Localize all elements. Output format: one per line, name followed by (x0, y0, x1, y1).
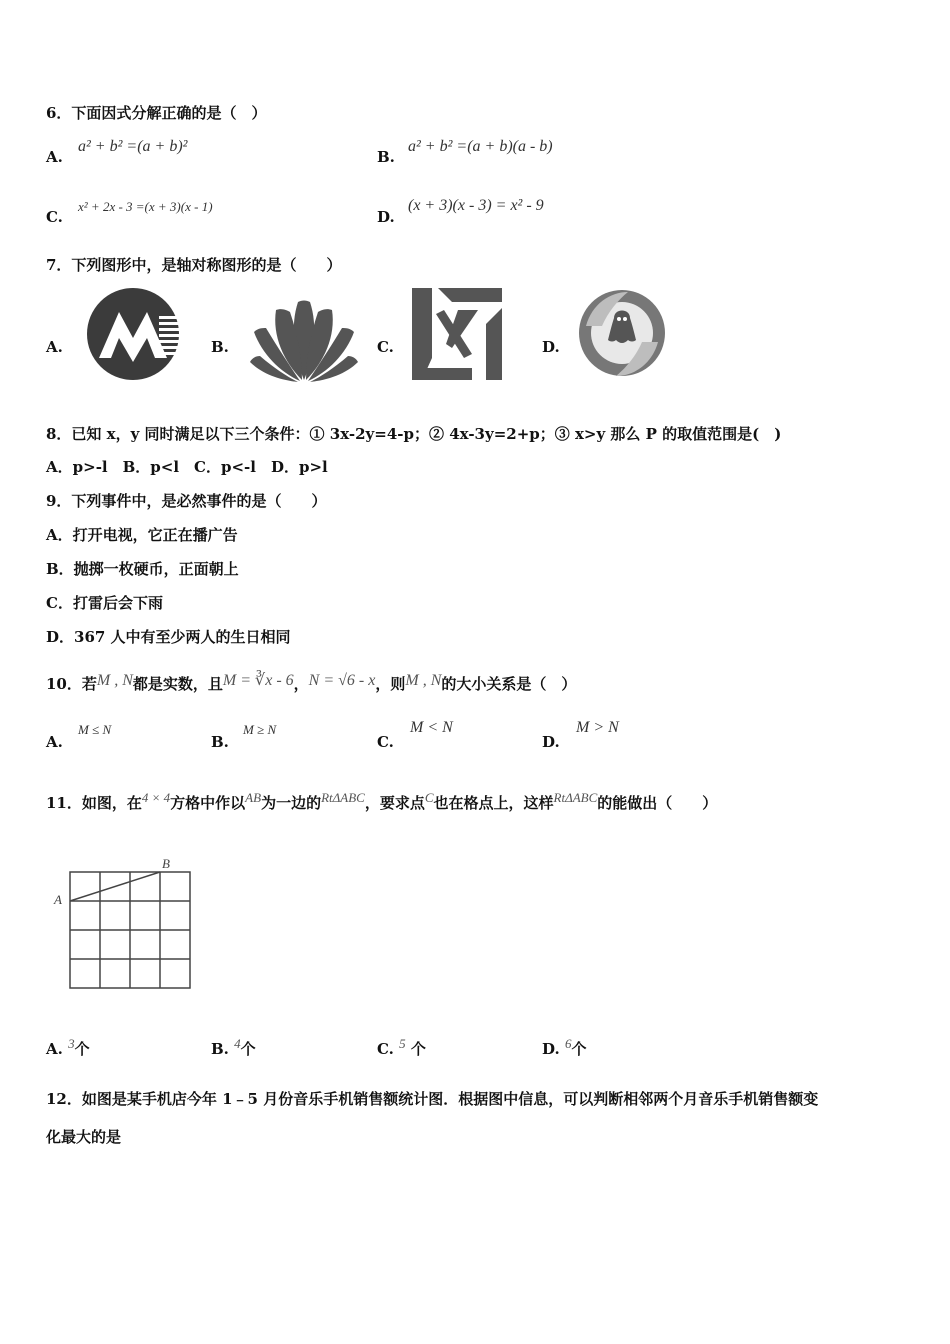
q8-options: A．p>-l B．p<l C．p<-l D．p>l (46, 458, 328, 476)
q7-option-c-label: C. (377, 338, 394, 356)
china-merchants-bank-logo-icon (85, 286, 185, 382)
q6-stem: 6．下面因式分解正确的是（ ） (46, 104, 267, 122)
q10-expr-n: N = √6 - x (308, 672, 376, 689)
q10-comma: ， (293, 675, 309, 693)
q11-option-a (46, 1038, 90, 1059)
q11-math-1: 4 × 4 (141, 790, 171, 805)
q6-option-c-expr: x² + 2x - 3 =(x + 3)(x - 1) (78, 199, 213, 214)
q6-option-d-label: D. (377, 208, 395, 226)
q7-stem: 7．下列图形中，是轴对称图形的是（ ） (46, 256, 342, 274)
q11-option-d-num: 6 (564, 1036, 572, 1051)
q11-part-3: 为一边的 (261, 794, 322, 812)
q9-stem: 9．下列事件中，是必然事件的是（ ） (46, 492, 327, 510)
q7-option-b-label: B. (211, 338, 229, 356)
q11-math-5: RtΔABC (553, 790, 598, 805)
q11-math-2: AB (245, 790, 262, 805)
q10-stem (46, 673, 576, 694)
q11-part-5: 也在格点上，这样 (433, 794, 554, 812)
q7-option-a-label: A. (46, 338, 63, 356)
q11-grid-figure (52, 852, 198, 994)
q9-option-a: A．打开电视，它正在播广告 (46, 526, 238, 544)
q10-option-b-label: B. (211, 733, 229, 751)
q12-stem-line-1: 12．如图是某手机店今年 1﹣5 月份音乐手机销售额统计图．根据图中信息，可以判断相邻两个月音乐手机销售额变 (46, 1090, 819, 1108)
q11-option-c-label: C. (377, 1040, 394, 1058)
geometric-square-logo-icon (412, 288, 502, 380)
q10-prefix: 10．若 (46, 675, 97, 693)
q9-option-d: D．367 人中有至少两人的生日相同 (46, 628, 291, 646)
q11-part-1: 11．如图，在 (46, 794, 142, 812)
q11-part-4: ，要求点 (364, 794, 425, 812)
q12-stem-line-2: 化最大的是 (46, 1128, 122, 1146)
q6-option-b-label: B. (377, 148, 395, 166)
q10-option-a-expr: M ≤ N (78, 722, 112, 737)
q6-option-c-label: C. (46, 208, 63, 226)
q10-mn-2: M , N (405, 672, 442, 689)
q6-option-d-expr: (x + 3)(x - 3) = x² - 9 (408, 197, 544, 214)
q11-option-d-unit: 个 (571, 1040, 587, 1058)
q10-option-c-expr: M < N (410, 719, 453, 736)
q10-option-a-label: A. (46, 733, 63, 751)
q10-mid-2: ，则 (375, 675, 406, 693)
q11-point-b-label: B (162, 856, 170, 871)
q10-suffix: 的大小关系是（ ） (441, 675, 577, 693)
q11-option-b-label: B. (211, 1040, 229, 1058)
q11-option-d-label: D. (542, 1040, 560, 1058)
q11-point-a-label: A (54, 892, 62, 907)
q11-stem (46, 792, 717, 813)
q10-mn-1: M , N (96, 672, 133, 689)
q11-part-2: 方格中作以 (170, 794, 246, 812)
q11-option-c (377, 1038, 426, 1059)
q11-option-b (211, 1038, 256, 1059)
q10-option-d-expr: M > N (576, 719, 619, 736)
q6-option-a-label: A. (46, 148, 63, 166)
q10-option-c-label: C. (377, 733, 394, 751)
q11-option-b-num: 4 (234, 1036, 241, 1051)
q10-mid-1: 都是实数，且 (132, 675, 223, 693)
q11-option-a-num: 3 (68, 1036, 75, 1051)
q10-option-d-label: D. (542, 733, 560, 751)
q11-math-3: RtΔABC (321, 790, 365, 805)
q10-option-b-expr: M ≥ N (243, 722, 277, 737)
q11-part-6: 的能做出（ ） (597, 794, 718, 812)
q9-option-c: C．打雷后会下雨 (46, 594, 163, 612)
q11-option-a-label: A. (46, 1040, 63, 1058)
q10-expr-m: M = ∛x - 6 (222, 672, 294, 689)
q11-option-a-unit: 个 (74, 1040, 90, 1058)
qq-penguin-logo-icon (578, 286, 666, 380)
q8-stem: 8．已知 x，y 同时满足以下三个条件：① 3x-2y=4-p；② 4x-3y=2+p；③ x>y 那么 P 的取值范围是( ) (46, 425, 782, 443)
q11-option-b-unit: 个 (240, 1040, 256, 1058)
q11-math-4: C (424, 790, 434, 805)
q11-option-d (542, 1038, 586, 1059)
q11-option-c-unit: 个 (410, 1040, 426, 1058)
q6-option-b-expr: a² + b² =(a + b)(a - b) (408, 138, 553, 155)
huawei-logo-icon (248, 296, 360, 384)
q7-option-d-label: D. (542, 338, 560, 356)
q11-option-c-num: 5 (399, 1036, 406, 1051)
q6-option-a-expr: a² + b² =(a + b)² (78, 138, 188, 155)
q9-option-b: B．抛掷一枚硬币，正面朝上 (46, 560, 239, 578)
